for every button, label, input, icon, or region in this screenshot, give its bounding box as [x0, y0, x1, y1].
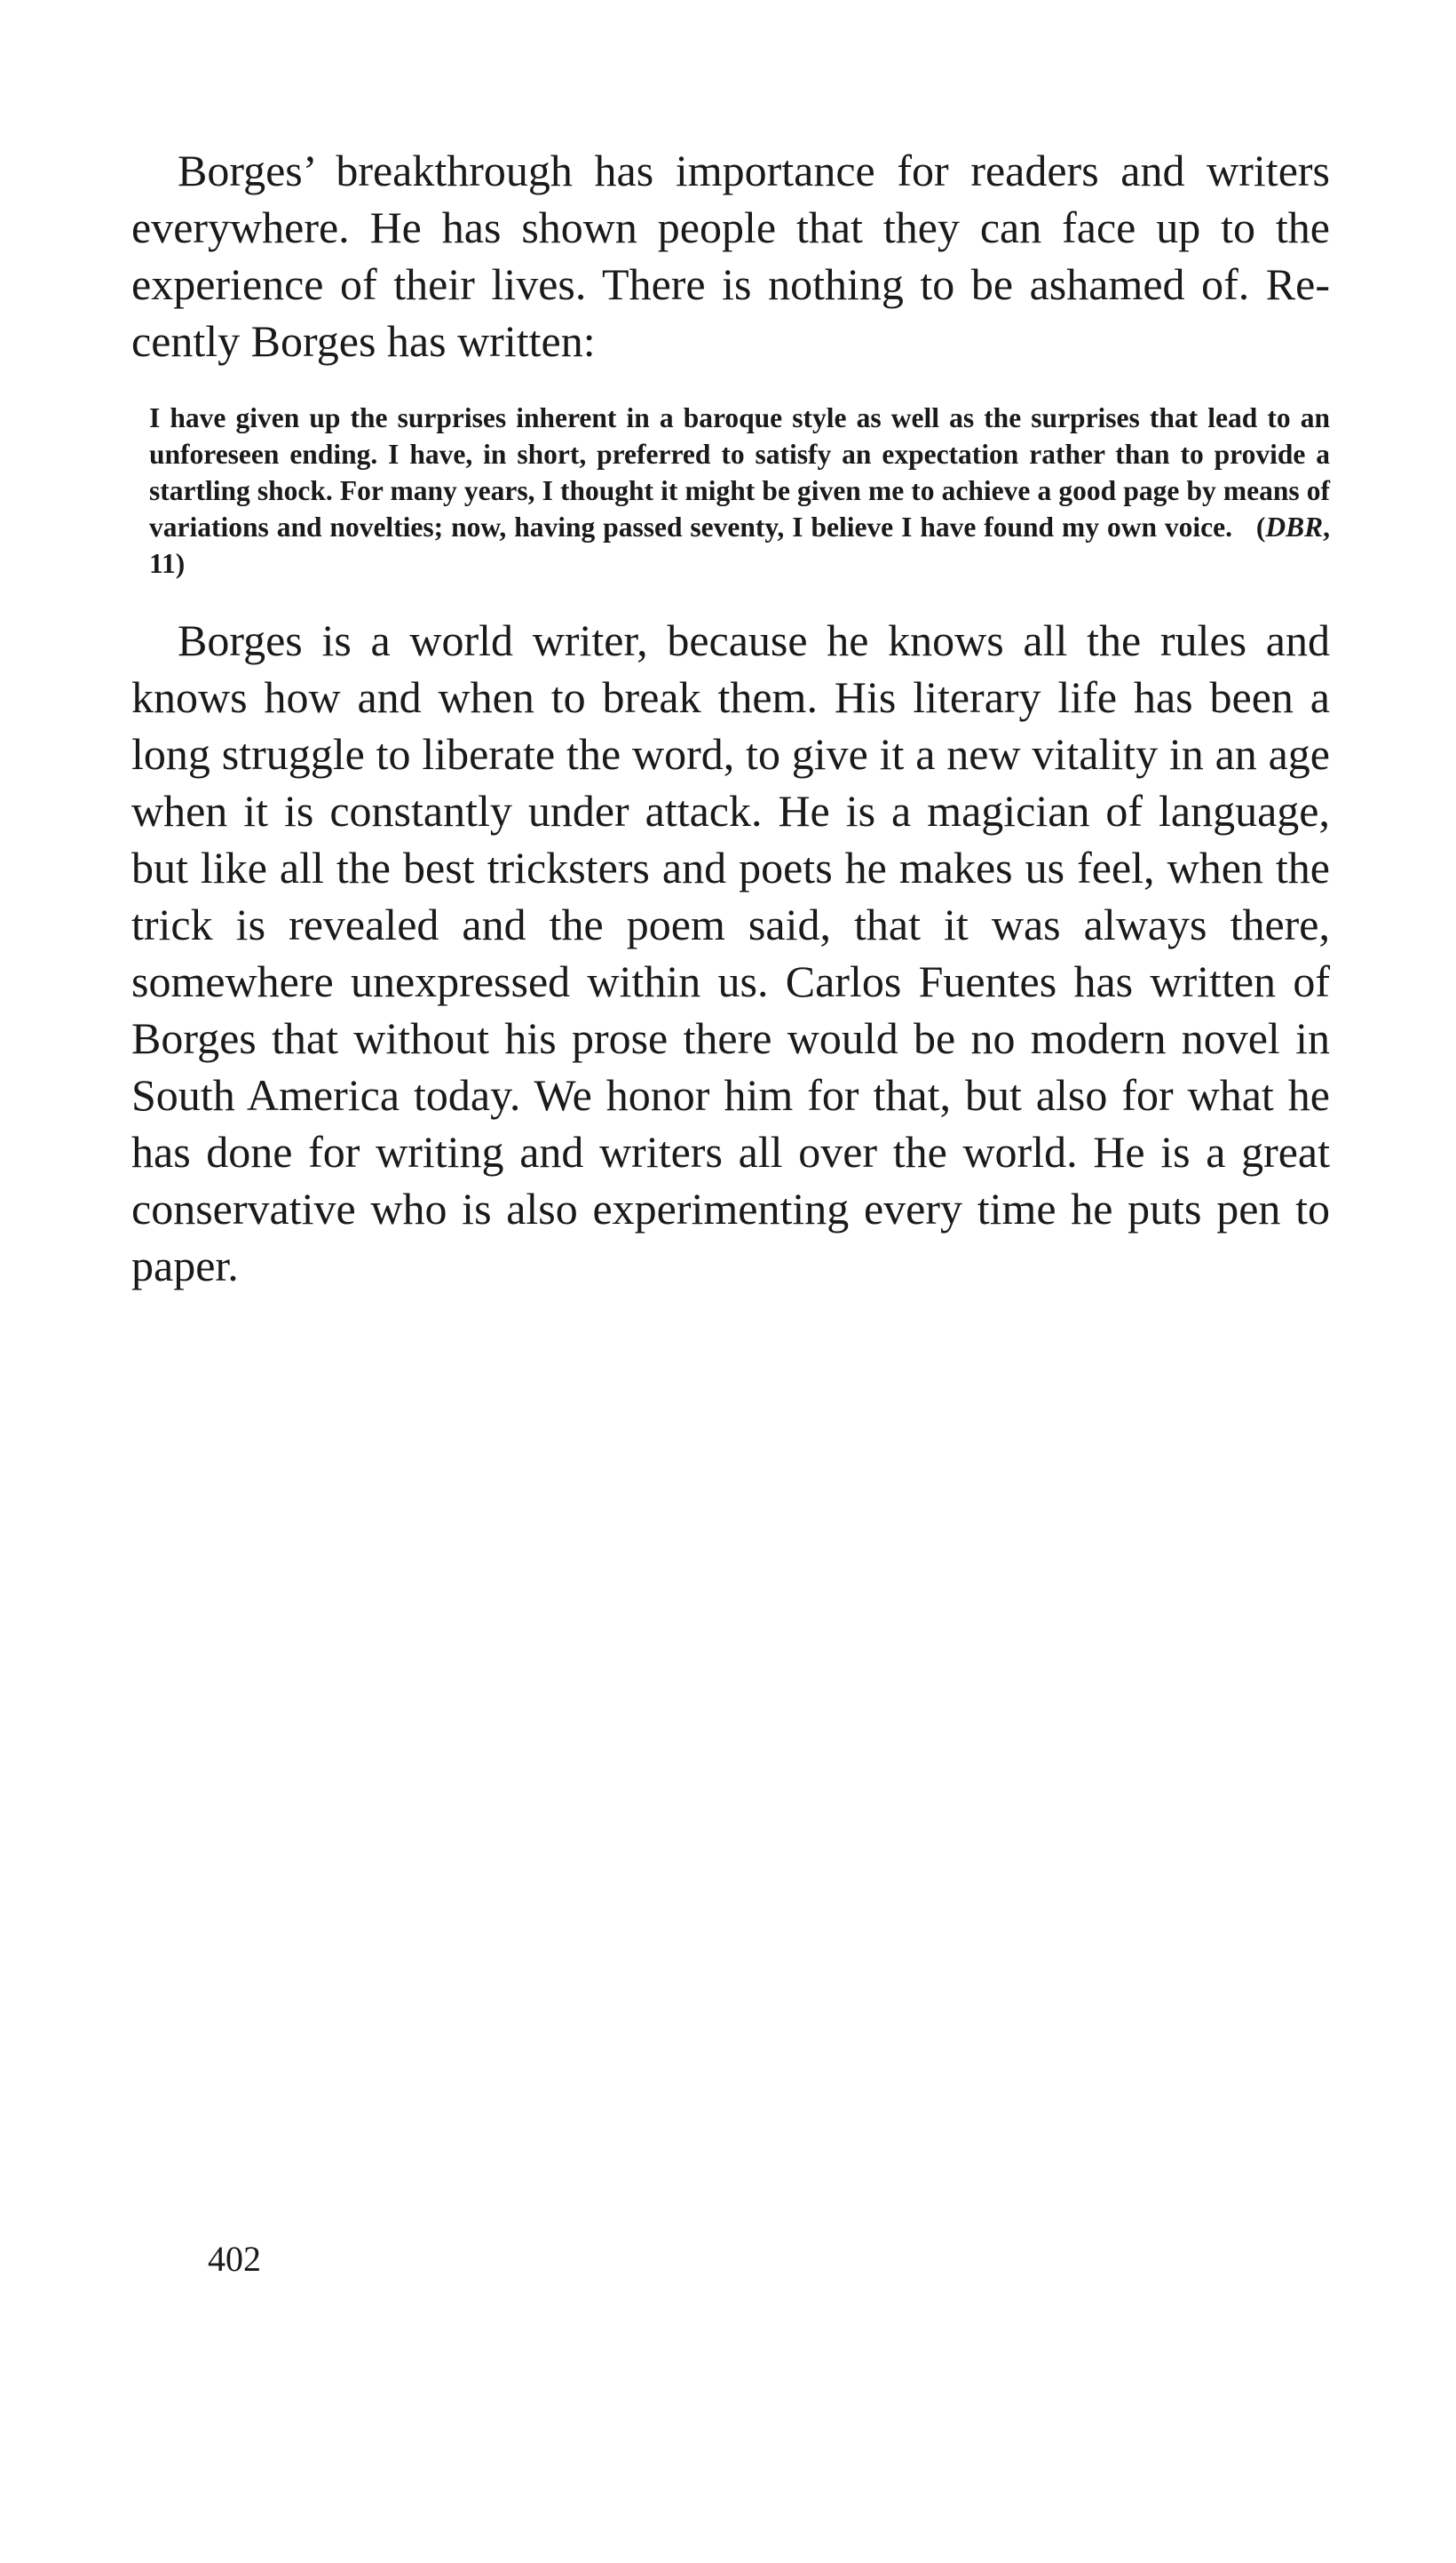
quote-text: I have given up the surprises inherent in a baroque style as well as the surprises that lead to an unforeseen ending. I have, in short, preferred to satisfy an expectation rather than to provide a startling shock. For many years, I thought it might be given me to achieve a good page by means of variations and novelties; now, having passed seventy, I believe I have found my own voice.: [149, 402, 1330, 543]
quote-citation: (DBR, 11): [149, 512, 1330, 579]
page-number: 402: [208, 2239, 261, 2279]
citation-source: DBR: [1265, 512, 1324, 543]
block-quote: [149, 400, 1330, 582]
body-paragraph-1: Borges’ breakthrough has importance for readers and writers everywhere. He has shown people that they can face up to the experience of their lives. There is nothing to be ashamed of. Recently Borges has written:: [131, 146, 1330, 366]
page-content: [131, 142, 1330, 1294]
body-paragraph-2: Borges is a world writer, because he knows all the rules and knows how and when to break them. His literary life has been a long struggle to liberate the word, to give it a new vitality in an age when it is constantly under attack. He is a magician of language, but like all the best tricksters and poets he makes us feel, when the trick is revealed and the poem said, that it was always there, somewhere unexpressed within us. Carlos Fuentes has written of Borges that without his prose there would be no modern novel in South America today. We honor him for that, but also for what he has done for writing and writers all over the world. He is a great conservative who is also experimenting every time he puts pen to paper.: [131, 615, 1330, 1290]
